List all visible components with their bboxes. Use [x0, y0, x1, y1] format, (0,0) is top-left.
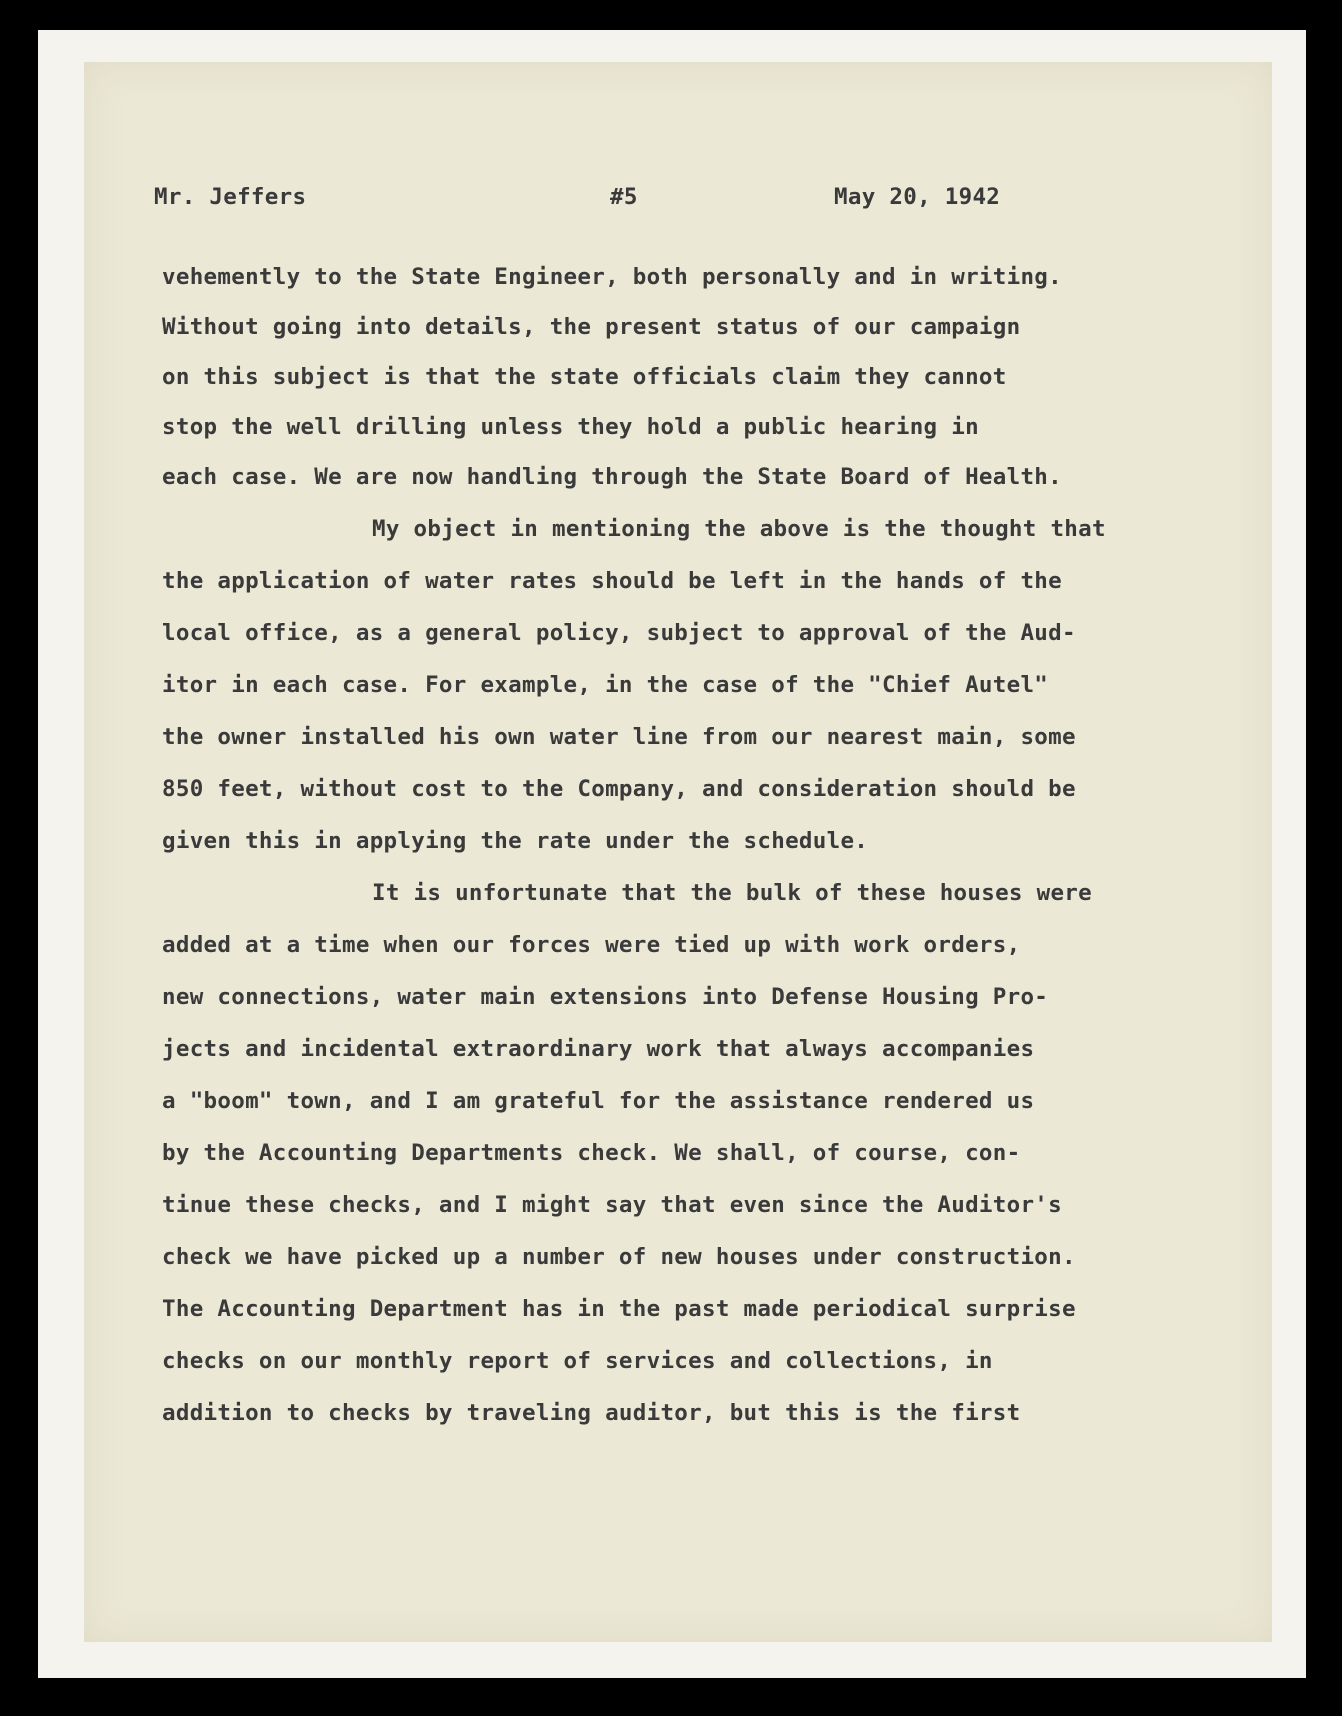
- body-line: jects and incidental extraordinary work that always accompanies: [162, 1036, 1035, 1062]
- body-line: itor in each case. For example, in the case of the "Chief Autel": [162, 672, 1049, 698]
- body-line: a "boom" town, and I am grateful for the assistance rendered us: [162, 1088, 1035, 1114]
- body-line: Without going into details, the present status of our campaign: [162, 314, 1021, 340]
- header-recipient: Mr. Jeffers: [154, 184, 307, 210]
- body-line: on this subject is that the state officials claim they cannot: [162, 364, 1007, 390]
- header-page-number: #5: [610, 184, 638, 210]
- body-line: added at a time when our forces were tied up with work orders,: [162, 932, 1021, 958]
- body-line: the application of water rates should be left in the hands of the: [162, 568, 1062, 594]
- body-line: vehemently to the State Engineer, both personally and in writing.: [162, 264, 1062, 290]
- body-line: tinue these checks, and I might say that even since the Auditor's: [162, 1192, 1062, 1218]
- body-line: check we have picked up a number of new houses under construction.: [162, 1244, 1076, 1270]
- body-line: checks on our monthly report of services and collections, in: [162, 1348, 993, 1374]
- body-line: given this in applying the rate under the schedule.: [162, 828, 869, 854]
- body-line: 850 feet, without cost to the Company, and consideration should be: [162, 776, 1076, 802]
- body-line: each case. We are now handling through the State Board of Health.: [162, 464, 1062, 490]
- body-line: My object in mentioning the above is the thought that: [372, 516, 1106, 542]
- body-line: The Accounting Department has in the past made periodical surprise: [162, 1296, 1076, 1322]
- header-date: May 20, 1942: [834, 184, 1001, 210]
- body-line: by the Accounting Departments check. We shall, of course, con-: [162, 1140, 1021, 1166]
- body-line: local office, as a general policy, subject to approval of the Aud-: [162, 620, 1076, 646]
- body-line: new connections, water main extensions into Defense Housing Pro-: [162, 984, 1049, 1010]
- body-line: the owner installed his own water line from our nearest main, some: [162, 724, 1076, 750]
- body-line: addition to checks by traveling auditor, but this is the first: [162, 1400, 1021, 1426]
- body-line: It is unfortunate that the bulk of these houses were: [372, 880, 1092, 906]
- body-line: stop the well drilling unless they hold a public hearing in: [162, 414, 979, 440]
